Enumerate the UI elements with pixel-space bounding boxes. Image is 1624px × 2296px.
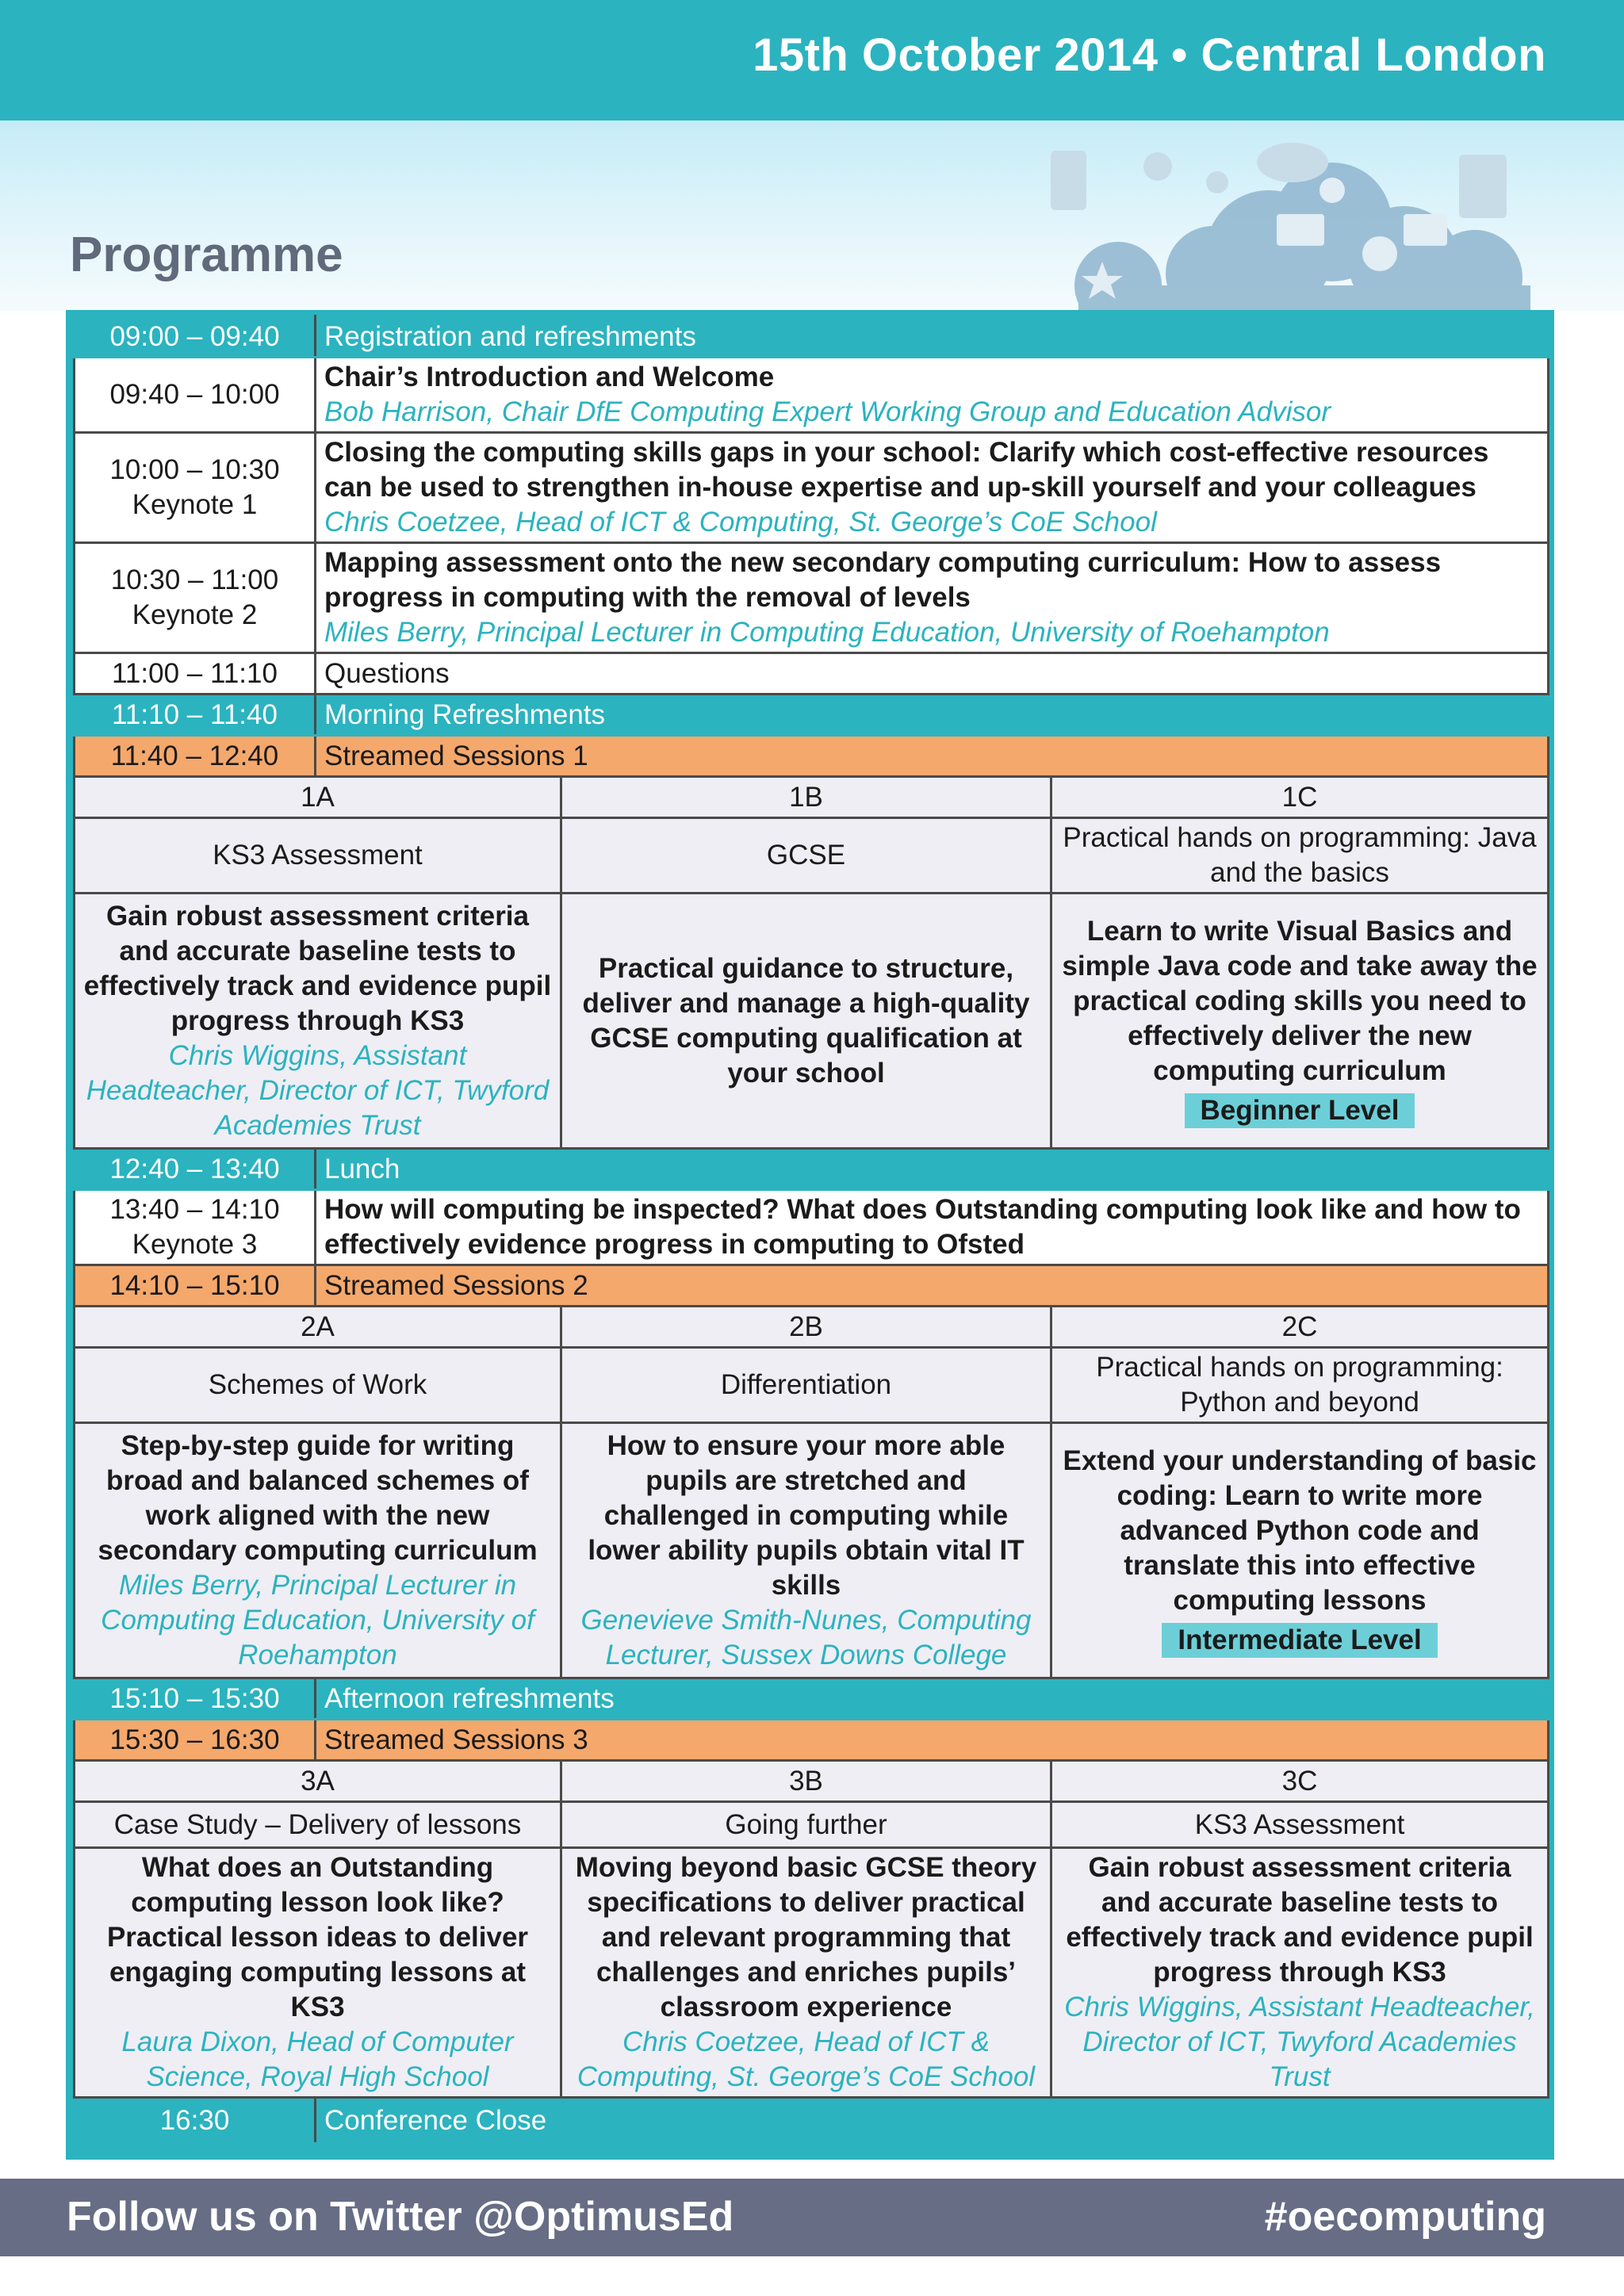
time-cell: 16:30: [75, 2098, 316, 2144]
stream-description-cell: [1051, 894, 1549, 1149]
speaker: Chris Wiggins, Assistant Headteacher, Director of ICT, Twyford Academies Trust: [1064, 1992, 1535, 2092]
stream-topic: Schemes of Work: [75, 1348, 561, 1423]
time-cell: 11:10 – 11:40: [75, 695, 316, 736]
session-title: Closing the computing skills gaps in your school: Clarify which cost-effective resources can be used to strengthen in-house expertise and up-skill yourself and your colleagues: [324, 437, 1489, 503]
stream-description-cell: [1051, 1848, 1549, 2098]
session-label: Streamed Sessions 1: [316, 736, 1549, 777]
envelope-icon: [1277, 214, 1324, 246]
session-title: How will computing be inspected? What does Outstanding computing look like and how to effectively evidence progress in computing to Ofsted: [324, 1194, 1521, 1260]
time-cell: 09:00 – 09:40: [75, 316, 316, 358]
keynote-tag: Keynote 3: [132, 1229, 258, 1260]
time-text: 10:00 – 10:30: [109, 454, 280, 485]
table-row: [75, 777, 1549, 818]
table-row: [75, 695, 1549, 736]
session-label: Streamed Sessions 2: [316, 1265, 1549, 1307]
table-row: [75, 1720, 1549, 1761]
speaker: Chris Coetzee, Head of ICT & Computing, St. George’s CoE School: [324, 507, 1157, 538]
level-badge: Beginner Level: [1185, 1093, 1415, 1128]
headphones-icon: [1362, 236, 1397, 271]
stream-description-cell: [75, 1423, 561, 1678]
time-cell: 11:00 – 11:10: [75, 653, 316, 695]
session-label: Morning Refreshments: [316, 695, 1549, 736]
stream-description: Gain robust assessment criteria and accurate baseline tests to effectively track and evidence pupil progress through KS3: [83, 900, 552, 1036]
table-row: [75, 1802, 1549, 1848]
stream-description-cell: [561, 1848, 1051, 2098]
table-row: [75, 1678, 1549, 1720]
stream-code: 2B: [561, 1307, 1051, 1348]
table-row: [75, 358, 1549, 433]
stream-code: 3A: [75, 1761, 561, 1802]
stream-code: 1A: [75, 777, 561, 818]
session-title: Chair’s Introduction and Welcome: [324, 362, 775, 392]
speaker: Bob Harrison, Chair DfE Computing Expert Working Group and Education Advisor: [324, 396, 1331, 427]
session-cell: [316, 433, 1549, 543]
speaker: Laura Dixon, Head of Computer Science, Royal High School: [121, 2026, 514, 2092]
speaker: Genevieve Smith-Nunes, Computing Lecturer, Sussex Downs College: [580, 1604, 1032, 1670]
stream-topic: KS3 Assessment: [1051, 1802, 1549, 1848]
programme-table: [73, 315, 1549, 2145]
stream-description: Practical guidance to structure, deliver and manage a high-quality GCSE computing qualification at your school: [582, 952, 1030, 1089]
wifi-icon: [1206, 171, 1228, 193]
table-row: [75, 1149, 1549, 1190]
stream-topic: KS3 Assessment: [75, 818, 561, 894]
time-cell: 14:10 – 15:10: [75, 1265, 316, 1307]
speaker: Chris Wiggins, Assistant Headteacher, Director of ICT, Twyford Academies Trust: [86, 1039, 550, 1141]
stream-code: 3C: [1051, 1761, 1549, 1802]
stream-topic: Practical hands on programming: Python and beyond: [1051, 1348, 1549, 1423]
table-row: [75, 316, 1549, 358]
technology-clouds-illustration: [1031, 135, 1538, 311]
table-row: [75, 736, 1549, 777]
stream-description: Extend your understanding of basic coding: Learn to write more advanced Python code and translate this into effective computing lessons: [1063, 1445, 1537, 1616]
event-date-location: 15th October 2014 • Central London: [753, 29, 1546, 81]
stream-topic: Practical hands on programming: Java and the basics: [1051, 818, 1549, 894]
level-badge: Intermediate Level: [1162, 1623, 1437, 1658]
time-cell: [75, 433, 316, 543]
table-row: [75, 433, 1549, 543]
time-cell: 09:40 – 10:00: [75, 358, 316, 433]
table-row: [75, 1265, 1549, 1307]
stream-code: 3B: [561, 1761, 1051, 1802]
time-cell: 15:10 – 15:30: [75, 1678, 316, 1720]
stream-description: Gain robust assessment criteria and accurate baseline tests to effectively track and evidence pupil progress through KS3: [1066, 1852, 1534, 1988]
table-row: [75, 1423, 1549, 1678]
footer-bar: [0, 2179, 1624, 2256]
twitter-follow-text: Follow us on Twitter @OptimusEd: [67, 2194, 734, 2240]
hashtag-text: #oecomputing: [1264, 2194, 1546, 2240]
stream-topic: Going further: [561, 1802, 1051, 1848]
stream-topic: Differentiation: [561, 1348, 1051, 1423]
session-label: Afternoon refreshments: [316, 1678, 1549, 1720]
stream-description-cell: [75, 894, 561, 1149]
stream-code: 2C: [1051, 1307, 1549, 1348]
cloud-icon: [1257, 143, 1328, 182]
table-row: [75, 1761, 1549, 1802]
session-label: Lunch: [316, 1149, 1549, 1190]
stream-description-cell: [561, 1423, 1051, 1678]
stream-description-cell: [75, 1848, 561, 2098]
stream-description-cell: [561, 894, 1051, 1149]
table-row: [75, 543, 1549, 653]
gear-icon: [1143, 152, 1172, 181]
tablet-icon: [1459, 155, 1507, 218]
stream-description: Learn to write Visual Basics and simple Java code and take away the practical coding skills you need to effectively deliver the new computing curriculum: [1062, 915, 1538, 1086]
speaker: Miles Berry, Principal Lecturer in Computing Education, University of Roehampton: [101, 1569, 534, 1670]
stream-topic: GCSE: [561, 818, 1051, 894]
speaker: Chris Coetzee, Head of ICT & Computing, St. George’s CoE School: [576, 2026, 1036, 2092]
stream-description: How to ensure your more able pupils are stretched and challenged in computing while lower ability pupils obtain vital IT skills: [588, 1429, 1025, 1601]
table-row: [75, 818, 1549, 894]
stream-description: What does an Outstanding computing lesson look like? Practical lesson ideas to deliver engaging computing lessons at KS3: [106, 1852, 529, 2022]
table-row: [75, 894, 1549, 1149]
stream-code: 1B: [561, 777, 1051, 818]
table-row: [75, 1190, 1549, 1265]
keynote-tag: Keynote 2: [132, 599, 258, 630]
table-row: [75, 1307, 1549, 1348]
table-row: [75, 653, 1549, 695]
stream-description: Step-by-step guide for writing broad and balanced schemes of work aligned with the new secondary computing curriculum: [98, 1429, 538, 1566]
stream-description-cell: [1051, 1423, 1549, 1678]
session-cell: [316, 1190, 1549, 1265]
keynote-tag: Keynote 1: [132, 489, 258, 520]
stream-description: Moving beyond basic GCSE theory specifications to deliver practical and relevant programming that challenges and enriches pupils’ classroom experience: [575, 1852, 1037, 2022]
programme-heading: Programme: [70, 228, 343, 282]
phone-icon: [1051, 151, 1086, 210]
stream-topic: Case Study – Delivery of lessons: [75, 1802, 561, 1848]
time-cell: [75, 543, 316, 653]
session-cell: [316, 358, 1549, 433]
time-cell: 12:40 – 13:40: [75, 1149, 316, 1190]
session-cell: [316, 543, 1549, 653]
time-text: 13:40 – 14:10: [109, 1194, 280, 1225]
table-row: [75, 1848, 1549, 2098]
session-title: Mapping assessment onto the new secondary computing curriculum: How to assess progress in computing with the removal of levels: [324, 547, 1442, 613]
top-banner: [0, 0, 1624, 121]
table-row: [75, 2098, 1549, 2144]
time-cell: [75, 1190, 316, 1265]
speaker: Miles Berry, Principal Lecturer in Computing Education, University of Roehampton: [324, 617, 1330, 648]
stream-code: 1C: [1051, 777, 1549, 818]
session-label: Questions: [316, 653, 1549, 695]
bird-icon: [1320, 178, 1345, 203]
session-label: Conference Close: [316, 2098, 1549, 2144]
time-cell: 15:30 – 16:30: [75, 1720, 316, 1761]
time-cell: 11:40 – 12:40: [75, 736, 316, 777]
camera-icon: [1404, 214, 1447, 246]
stream-code: 2A: [75, 1307, 561, 1348]
time-text: 10:30 – 11:00: [110, 564, 279, 595]
session-label: Streamed Sessions 3: [316, 1720, 1549, 1761]
table-row: [75, 1348, 1549, 1423]
session-label: Registration and refreshments: [316, 316, 1549, 358]
